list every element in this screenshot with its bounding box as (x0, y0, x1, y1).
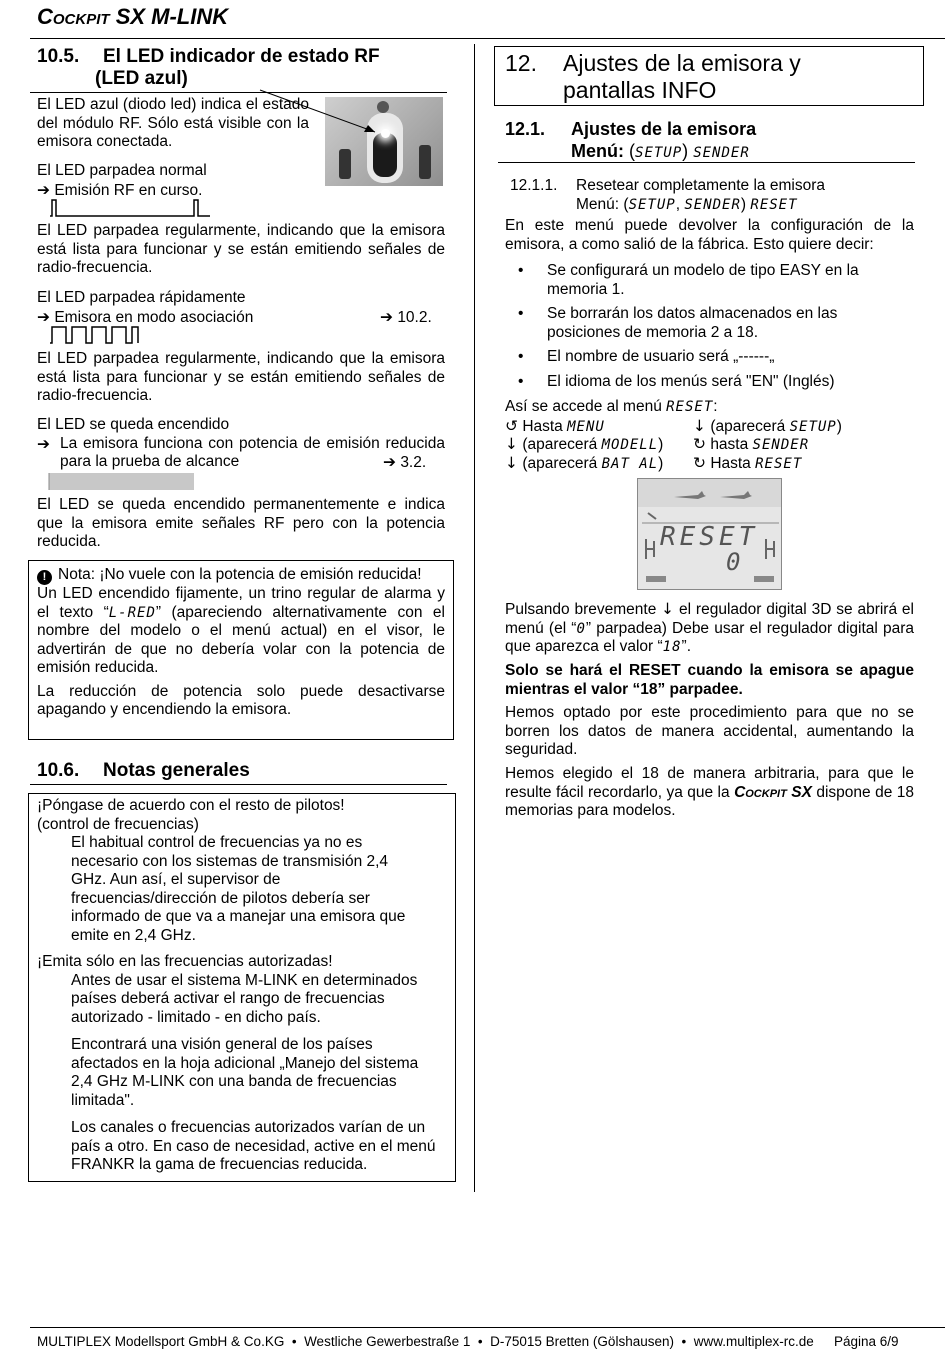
list-item: • Se configurará un modelo de tipo EASY en la memoria 1. (505, 262, 875, 299)
warning-icon: ! (37, 570, 52, 585)
column-divider (474, 44, 475, 1192)
ref-3-2-text: 3.2. (400, 453, 427, 471)
press-text-b: el regulador digital 3D se abrirá el menú (el “ (505, 601, 914, 637)
arrow-down-icon: ↓ (693, 416, 706, 435)
list-item: • Se borrarán los datos almacenados en las posiciones de memoria 2 a 18. (505, 305, 875, 342)
p18-text-a: Hemos elegido el 18 de manera arbitraria, para que le resulte fácil recordarlo, ya que la (505, 765, 914, 801)
trim-bottom-right-icon (754, 576, 774, 582)
led-steady-result-text: La emisora funciona con potencia de emisión reducida para la prueba de alcance (60, 434, 445, 470)
lcd-text-18: 18 (662, 639, 682, 655)
arrow-right-icon: ➔ (37, 307, 50, 326)
footer-company: MULTIPLEX Modellsport GmbH & Co.KG (37, 1334, 285, 1349)
notes-body-1: El habitual control de frecuencias ya no es necesario con los sistemas de transmisión 2,4 GHz. Aun así, el supervisor de frecuencias/dirección de pilotos debería ser informado de que va a manejar una emisora que emite en 2,4 GHz. (71, 834, 406, 944)
lcd-text-modell: MODELL (601, 437, 659, 453)
header-rule (30, 38, 945, 39)
arrow-right-icon: ➔ (37, 434, 50, 453)
ref-10-2-text: 10.2. (397, 308, 432, 326)
section-title: Notas generales (103, 760, 250, 781)
lcd-text-reset: RESET (750, 196, 798, 213)
trim-bottom-left-icon (646, 576, 666, 582)
ref-3-2 (383, 453, 426, 473)
lcd-text-sender: SENDER (684, 196, 741, 213)
right-opt-paragraph: Hemos optado por este procedimiento para que no se borren los datos de manera accidental, aumentando la seguridad. (505, 704, 914, 758)
led-fast-block (37, 289, 447, 327)
nav-row-2-left (505, 436, 663, 453)
note-line3: La reducción de potencia solo puede desactivarse apagando y encendiendo la emisora. (37, 682, 445, 718)
header-brand-model: SX M-LINK (115, 4, 229, 29)
lcd-display-text: RESET (660, 522, 759, 552)
menu-label: Menú: ( (576, 195, 629, 213)
nav-text: (aparecerá (522, 454, 598, 472)
access-paragraph (505, 398, 915, 472)
notes-body-2c: Los canales o frecuencias autorizados varían de un país a otro. En caso de necesidad, active en el menú FRANKR la gama de frecuencias reducida. (71, 1119, 436, 1173)
led-steady-result (37, 435, 447, 472)
note-line2-start: Un LED encendido fijamente, un trino regular de alarma y el texto “ (37, 585, 445, 621)
nav-row-3-right (693, 454, 802, 474)
notes-title-2: ¡Emita sólo en las frecuencias autorizadas! (37, 953, 333, 970)
lcd-text-sender: SENDER (752, 437, 810, 453)
section-number: 10.5. (37, 46, 80, 67)
nav-row-1-right (693, 417, 842, 437)
p18-text-b: dispone de 18 memorias para modelos. (505, 783, 914, 819)
page-header (37, 4, 945, 38)
heading-rule (498, 162, 915, 163)
led-steady-block (37, 416, 447, 472)
section-number: 10.6. (37, 760, 80, 781)
normal-blink-pulse-icon (48, 198, 218, 218)
section-12-title (505, 50, 913, 77)
led-normal-block (37, 162, 317, 200)
led-fast-result-text: Emisora en modo asociación (54, 308, 254, 326)
steady-on-pulse-icon (48, 470, 198, 492)
access-text: Así se accede al menú (505, 398, 662, 415)
lcd-text-setup: SETUP (628, 196, 676, 213)
section-title-line2: (LED azul) (95, 68, 188, 89)
nav-paren: ) (658, 454, 664, 472)
lcd-text-setup: SETUP (789, 418, 837, 435)
section-title-line1: Ajustes de la emisora y (563, 50, 801, 76)
section-12-1-heading (505, 118, 915, 164)
footer-city: D-75015 Bretten (Gölshausen) (490, 1334, 674, 1349)
nav-text: Hasta (710, 454, 751, 472)
footer-website-link[interactable]: www.multiplex-rc.de (693, 1334, 814, 1349)
section-title: Resetear completamente la emisora (576, 177, 825, 194)
list-item: • El idioma de los menús será "EN" (Inglés) (505, 373, 875, 392)
fast-blink-pulse-icon (48, 325, 148, 345)
arrow-right-icon: ➔ (383, 452, 396, 471)
reset-effects-list (505, 262, 875, 397)
nav-row-2 (505, 435, 915, 454)
lcd-text-setup: SETUP (635, 145, 683, 161)
nav-paren: ) (658, 436, 664, 453)
notes-sub-1: (control de frecuencias) (37, 815, 199, 833)
left-body-p1: El LED azul (diodo led) indica el estado del módulo RF. Sólo está visible con la emisora conectada. (37, 96, 309, 150)
arrow-down-icon: ↓ (661, 600, 675, 618)
section-number: 12. (505, 50, 537, 76)
nav-text: (aparecerá (710, 417, 786, 435)
section-number: 12.1.1. (510, 177, 558, 194)
led-fast-label: El LED parpadea rápidamente (37, 289, 246, 306)
section-number: 12.1. (505, 119, 546, 139)
lcd-text-0: 0 (576, 620, 586, 637)
press-text-d: ”. (681, 638, 691, 655)
rotate-cw-icon: ↻ (693, 453, 706, 472)
nav-row-2-right (693, 435, 809, 455)
note-line1-text: Nota: ¡No vuele con la potencia de emisión reducida! (58, 566, 422, 583)
lcd-text-sender: SENDER (693, 145, 750, 161)
notes-body-2b: Encontrará una visión general de los países afectados en la hoja adicional „Manejo del sistema 2,4 GHz M-LINK con una banda de frecuencias limitada". (71, 1036, 419, 1109)
page-footer: MULTIPLEX Modellsport GmbH & Co.KG • Westliche Gewerbestraße 1 • D-75015 Bretten (Gölshausen) • www.multiplex-rc.de Página 6/9 (37, 1334, 899, 1349)
left-body-p7: El LED se queda encendido permanentemente e indica que la emisora emite señales RF pero con la potencia reducida. (37, 496, 445, 550)
section-title-line2: pantallas INFO (563, 77, 717, 103)
lcd-text-reset: RESET (666, 399, 714, 415)
footer-address: Westliche Gewerbestraße 1 (304, 1334, 471, 1349)
nav-row-3-left (505, 455, 663, 472)
page-number: Página 6/9 (834, 1334, 899, 1349)
left-body-p5: El LED parpadea regularmente, indicando que la emisora está lista para funcionar y se están emitiendo señales de radio-frecuencia. (37, 350, 445, 404)
section-title: El LED indicador de estado RF (103, 46, 380, 67)
note-line2 (37, 585, 445, 678)
menu-label: Menú: (571, 141, 624, 161)
nav-text: Hasta (522, 417, 563, 435)
heading-rule (30, 784, 447, 785)
notes-title-1: ¡Póngase de acuerdo con el resto de pilotos! (37, 797, 345, 814)
lcd-text-reset: RESET (755, 455, 803, 472)
led-normal-result-text: Emisión RF en curso. (54, 181, 203, 199)
rotate-ccw-icon: ↺ (505, 416, 518, 435)
footer-rule (30, 1327, 945, 1328)
list-item: • El nombre de usuario será „------„ (505, 348, 875, 367)
arrow-down-icon: ↓ (505, 435, 518, 453)
warning-note-box (28, 560, 454, 740)
note-line2-end: ” (apareciendo alternativamente con el nombre del modelo o el menú actual) en el visor, le advertirán de que no debería volar con la potencia de emisión reducida. (37, 603, 445, 676)
nav-text: hasta (710, 436, 749, 453)
nav-row-1-left (505, 418, 605, 435)
arrow-down-icon: ↓ (505, 453, 518, 472)
right-18-paragraph (505, 765, 914, 821)
nav-paren: ) (836, 417, 842, 435)
press-text-c: ” parpadea) Debe usar el regulador digital para que aparezca el valor “ (505, 619, 914, 655)
section-12-1-1-heading (510, 177, 920, 214)
press-text-a: Pulsando brevemente (505, 601, 657, 618)
section-12-box (494, 46, 924, 106)
lcd-text-bat-al: BAT AL (601, 455, 659, 472)
right-press-paragraph (505, 600, 914, 657)
nav-row-1 (505, 417, 915, 436)
lcd-text-l-red: L-RED (108, 604, 156, 621)
led-normal-label: El LED parpadea normal (37, 162, 207, 179)
left-body-p3: El LED parpadea regularmente, indicando que la emisora está lista para funcionar y se están emitiendo señales de radio-frecuencia. (37, 222, 445, 276)
nav-text: (aparecerá (522, 436, 598, 453)
photo-right-switch (419, 145, 431, 179)
led-steady-label: El LED se queda encendido (37, 416, 230, 433)
lcd-text-menu: MENU (567, 418, 605, 435)
section-menu-path: Menú: (SETUP) SENDER (571, 141, 750, 161)
rotate-cw-icon: ↻ (693, 435, 706, 453)
lcd-display (637, 478, 782, 590)
access-line: Así se accede al menú RESET: (505, 398, 718, 415)
note-line1 (37, 566, 445, 585)
brand-name: Cockpit SX (734, 783, 812, 801)
ref-10-2 (380, 308, 432, 328)
header-brand-cockpit: Cockpit (37, 4, 110, 29)
photo-left-switch (339, 149, 351, 179)
lcd-display-value: 0 (726, 548, 742, 576)
arrow-right-icon: ➔ (37, 180, 50, 199)
notes-body-2a: Antes de usar el sistema M-LINK en determinados países deberá activar el rango de frecuencias autorizado - limitado - en dicho país. (71, 971, 418, 1026)
nav-row-3 (505, 454, 915, 473)
general-notes-box (28, 793, 456, 1182)
header-brand (37, 4, 228, 29)
right-intro: En este menú puede devolver la configuración de la emisora, a como salió de la fábrica. Esto quiere decir: (505, 217, 914, 253)
section-menu-path: Menú: (SETUP, SENDER) RESET (576, 195, 798, 213)
arrow-right-icon: ➔ (380, 307, 393, 326)
section-10-6-heading (37, 760, 447, 782)
right-bold-paragraph: Solo se hará el RESET cuando la emisora se apague mientras el valor “18” parpadee. (505, 662, 914, 698)
section-title: Ajustes de la emisora (571, 119, 757, 139)
